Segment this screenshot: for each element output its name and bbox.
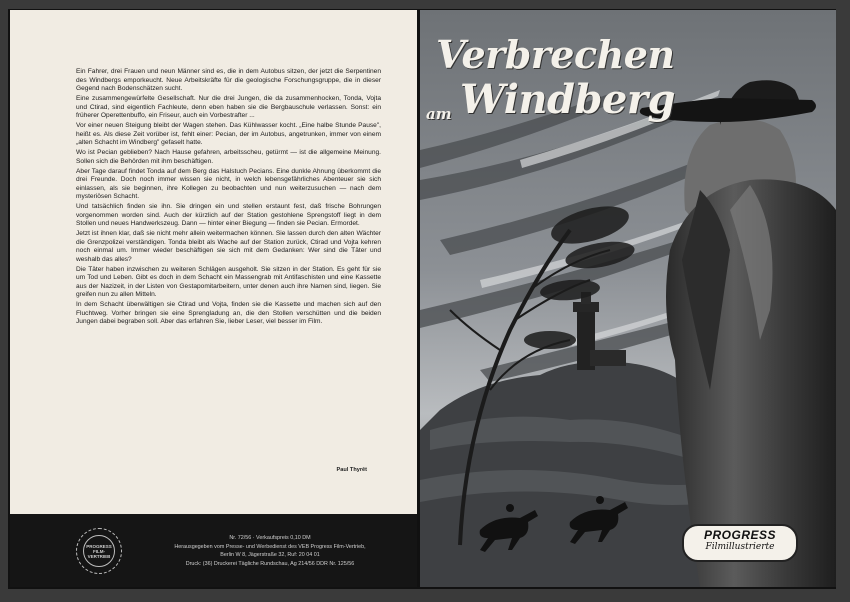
left-page bbox=[10, 10, 417, 587]
logo-main-text: PROGRESS bbox=[703, 528, 776, 542]
cover-page bbox=[420, 10, 836, 587]
story-paragraph: Eine zusammengewürfelte Gesellschaft. Nur die drei Jungen, die da zusammenhocken, Tonda, Vojta und Ctirad, sind eigentlich Fachleute, denn eben haben sie die Bergbauschule verlassen. Sonst: ein früherer Operettenbuffo, ein Friseur, auch ein Vorbestrafter ... bbox=[76, 95, 381, 120]
seal-text: PROGRESS FILM-VERTRIEB bbox=[83, 535, 115, 567]
story-paragraph: Vor einer neuen Steigung bleibt der Wagen stehen. Das Kühlwasser kocht. „Eine halbe Stunde Pause", heißt es. Als diese Zeit vorüber ist, fehlt einer: Pecian, der im Autobus, angetrunken, immer von einem „alten Schacht im Windberg" gefaselt hatte. bbox=[76, 122, 381, 147]
cover-title-line1: Verbrechen bbox=[436, 32, 675, 77]
progress-filmillustrierte-logo bbox=[682, 524, 798, 562]
cover-title-line2: Windberg bbox=[460, 76, 675, 123]
story-text bbox=[76, 68, 381, 328]
imprint-line: Berlin W 8, Jägerstraße 32, Ruf: 20 04 01 bbox=[220, 552, 320, 559]
progress-seal-logo bbox=[76, 528, 122, 574]
imprint-footer bbox=[10, 514, 417, 587]
story-paragraph: Wo ist Pecian geblieben? Nach Hause gefahren, arbeitsscheu, getürmt — ist die allgemeine Meinung. Sollen sich die Behörden mit ihm beschäftigen. bbox=[76, 149, 381, 165]
story-paragraph: Und tatsächlich finden sie ihn. Sie dringen ein und stellen erstaunt fest, daß frische Bohrungen vorgenommen worden sind. Auch der kürzlich auf der Station gestohlene Sprengstoff liegt in dem Stollen und neues Handwerkszeug. Dann — hinter einer Biegung — finden sie Pecian. Ermordet. bbox=[76, 203, 381, 228]
cover-title-am: am bbox=[426, 105, 452, 123]
story-paragraph: Jetzt ist ihnen klar, daß sie nicht mehr allein weitermachen können. Sie lassen durch den alten Wächter die Grenzpolizei verständigen. Tonda bleibt als Wache auf der Station zurück, Ctirad und Vojta kehren noch einmal um. Immer wieder beschäftigen sie sich mit dem Gedanken: Wer sind die Täter und weshalb das alles? bbox=[76, 230, 381, 263]
imprint-line: Nr. 72/56 · Verkaufspreis 0,10 DM bbox=[229, 535, 311, 541]
author-name: Paul Thyrêt bbox=[336, 467, 367, 473]
story-paragraph: Ein Fahrer, drei Frauen und neun Männer sind es, die in dem Autobus sitzen, der jetzt die Serpentinen des Windbergs emporkeucht. Neue Arbeitskräfte für die geologische Forschungsgruppe, die in dieser Gegend nach Bodenschätzen sucht. bbox=[76, 68, 381, 93]
story-paragraph: Aber Tage darauf findet Tonda auf dem Berg das Halstuch Pecians. Eine dunkle Ahnung überkommt die drei Freunde. Doch noch immer wissen sie nicht, in welch lebensgefährliches Abenteuer sie sich einlassen, als sie beginnen, ihre Kollegen zu beobachten und nun weiterzusuchen — nach dem mysteriösen Schacht. bbox=[76, 167, 381, 201]
story-paragraph: Die Täter haben inzwischen zu weiteren Schlägen ausgeholt. Sie sitzen in der Station. Es geht für sie um Tod und Leben. Gibt es doch in dem Schacht ein Massengrab mit Antifaschisten und eine Kassette aus der Nazizeit, in der Listen von Gestapomitarbeitern, unter denen auch ihre Namen sind, liegen. Sie greifen nun zu allen Mitteln. bbox=[76, 265, 381, 299]
imprint-text bbox=[140, 534, 400, 568]
imprint-line: Druck: (36) Druckerei Tägliche Rundschau, Ag 214/56 DDR Nr. 125/56 bbox=[185, 560, 355, 567]
story-paragraph: In dem Schacht überwältigen sie Ctirad und Vojta, finden sie die Kassette und machen sich auf den Fluchtweg. Vorher bringen sie eine Sprengladung an, die den Stollen verschütten und die beiden Jungen dabei begraben soll. Aber das erfahren Sie, lieber Leser, viel besser im Film. bbox=[76, 301, 381, 326]
logo-sub-text: Filmillustrierte bbox=[705, 542, 775, 552]
imprint-line: Herausgegeben vom Presse- und Werbedienst des VEB Progress Film-Vertrieb, bbox=[174, 543, 366, 550]
